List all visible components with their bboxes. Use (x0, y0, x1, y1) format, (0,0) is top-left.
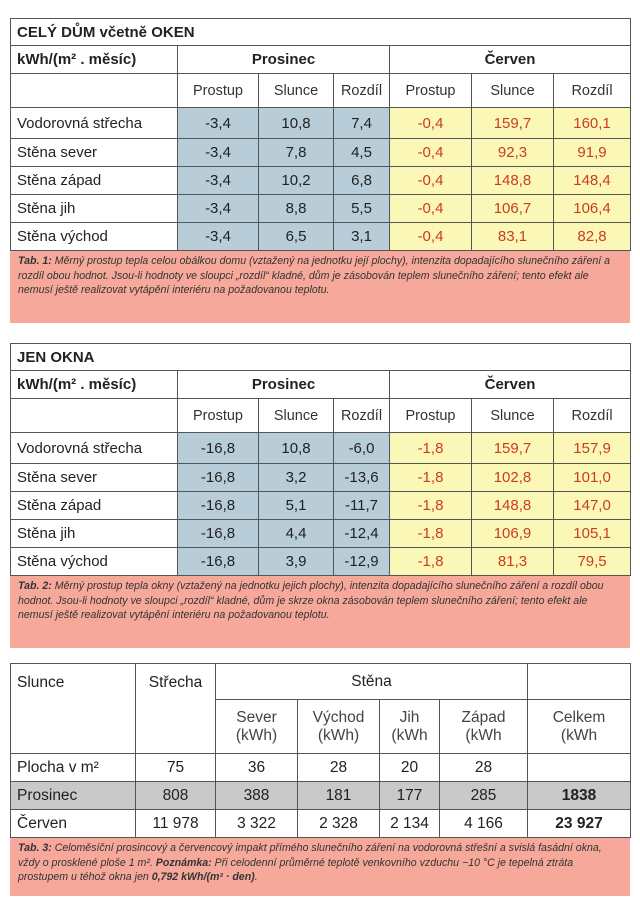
cell: 10,2 (259, 167, 334, 195)
cell: -16,8 (178, 433, 259, 464)
cell: -3,4 (178, 108, 259, 139)
cell: 101,0 (554, 464, 631, 492)
cell: 7,8 (259, 139, 334, 167)
table1-subheader: Rozdíl (334, 74, 390, 108)
table-row (11, 520, 631, 548)
table-row (11, 782, 631, 810)
cell: 82,8 (554, 223, 631, 251)
row-label: Vodorovná střecha (11, 108, 178, 139)
table1-unit-label: kWh/(m² . měsíc) (11, 46, 178, 74)
table-windows-only (10, 343, 631, 576)
header-celkem-spacer (528, 664, 631, 700)
row-label: Stěna jih (11, 520, 178, 548)
header-sever: Sever (kWh) (216, 700, 298, 754)
cell: -16,8 (178, 520, 259, 548)
table2-subheader: Rozdíl (334, 399, 390, 433)
table-row (11, 464, 631, 492)
table2-subheader: Slunce (472, 399, 554, 433)
cell: 388 (216, 782, 298, 810)
header-slunce: Slunce (11, 664, 136, 754)
caption-lead: Tab. 3: (18, 842, 52, 854)
table-row (11, 492, 631, 520)
table2-subheader: Prostup (390, 399, 472, 433)
table-row (11, 108, 631, 139)
table2-caption (10, 576, 630, 648)
cell: 148,4 (554, 167, 631, 195)
cell: 79,5 (554, 548, 631, 576)
cell: 177 (380, 782, 440, 810)
table1-subheader-spacer (11, 74, 178, 108)
row-label: Stěna západ (11, 492, 178, 520)
cell: 285 (440, 782, 528, 810)
header-strecha: Střecha (136, 664, 216, 754)
table1-group-december: Prosinec (178, 46, 390, 74)
cell: 2 328 (298, 810, 380, 838)
cell: 10,8 (259, 433, 334, 464)
cell: 3,1 (334, 223, 390, 251)
cell: 159,7 (472, 433, 554, 464)
cell: 105,1 (554, 520, 631, 548)
cell: 36 (216, 754, 298, 782)
table2-subheader: Prostup (178, 399, 259, 433)
cell: -3,4 (178, 167, 259, 195)
table2-group-june: Červen (390, 371, 631, 399)
cell: -3,4 (178, 139, 259, 167)
header-celkem: Celkem (kWh (528, 700, 631, 754)
table-whole-house (10, 18, 631, 251)
cell: -11,7 (334, 492, 390, 520)
cell: 2 134 (380, 810, 440, 838)
table-row (11, 548, 631, 576)
table1-title: CELÝ DŮM včetně OKEN (11, 19, 631, 46)
caption-value: 0,792 kWh/(m² · den) (151, 871, 255, 883)
caption-end: . (254, 871, 258, 883)
cell: 81,3 (472, 548, 554, 576)
table1-subheader: Prostup (178, 74, 259, 108)
row-label: Stěna jih (11, 195, 178, 223)
cell: 106,9 (472, 520, 554, 548)
cell: 7,4 (334, 108, 390, 139)
table-row (11, 223, 631, 251)
cell: 92,3 (472, 139, 554, 167)
cell: 11 978 (136, 810, 216, 838)
table-row (11, 810, 631, 838)
header-stena: Stěna (216, 664, 528, 700)
cell: -0,4 (390, 108, 472, 139)
cell: -13,6 (334, 464, 390, 492)
table3-caption (10, 838, 630, 896)
row-label: Plocha v m² (11, 754, 136, 782)
cell: 4,5 (334, 139, 390, 167)
table1-subheader: Rozdíl (554, 74, 631, 108)
row-label: Stěna sever (11, 139, 178, 167)
cell: -1,8 (390, 548, 472, 576)
cell-total: 23 927 (528, 810, 631, 838)
cell: 3 322 (216, 810, 298, 838)
row-label: Prosinec (11, 782, 136, 810)
caption-text: Celoměsíční prosincový a červencový impakt přímého slunečního záření na vodorovná střešní a svislá fasádní okna, vždy o prosklené ploše 1 m². (18, 842, 602, 869)
table2-title: JEN OKNA (11, 344, 631, 371)
cell: -0,4 (390, 223, 472, 251)
cell: -1,8 (390, 492, 472, 520)
cell: -1,8 (390, 464, 472, 492)
cell: 102,8 (472, 464, 554, 492)
table-row (11, 195, 631, 223)
table1-group-june: Červen (390, 46, 631, 74)
table-row (11, 167, 631, 195)
cell: -16,8 (178, 548, 259, 576)
cell: 148,8 (472, 492, 554, 520)
cell: 808 (136, 782, 216, 810)
cell: 6,8 (334, 167, 390, 195)
cell: 181 (298, 782, 380, 810)
caption-text: Při celodenní průměrné teplotě venkovního vzduchu −10 °C je tepelná ztráta prostupem u téhož okna jen (18, 856, 574, 883)
cell: -3,4 (178, 223, 259, 251)
cell: -0,4 (390, 167, 472, 195)
cell: 28 (440, 754, 528, 782)
cell-total (528, 754, 631, 782)
cell: 20 (380, 754, 440, 782)
caption-lead: Tab. 1: (18, 255, 52, 267)
header-zapad: Západ (kWh (440, 700, 528, 754)
cell: 91,9 (554, 139, 631, 167)
caption-text: Měrný prostup tepla okny (vztažený na jednotku jejich plochy), intenzita dopadajícího slunečního záření a rozdíl obou hodnot. Jsou-li hodnoty ve sloupci „rozdíl“ kladné, dům je skrze okna zásobován teplem slunečního záření; tento efekt ale nemusí ještě realizovat vytápění interiéru na požadovanou teplotu. (18, 580, 604, 621)
cell: 157,9 (554, 433, 631, 464)
header-vychod: Východ (kWh) (298, 700, 380, 754)
cell: 147,0 (554, 492, 631, 520)
cell: 75 (136, 754, 216, 782)
table2-subheader: Rozdíl (554, 399, 631, 433)
row-label: Stěna východ (11, 223, 178, 251)
table2-subheader: Slunce (259, 399, 334, 433)
table1-subheader: Slunce (259, 74, 334, 108)
cell: 5,1 (259, 492, 334, 520)
cell: -0,4 (390, 195, 472, 223)
header-jih: Jih (kWh (380, 700, 440, 754)
row-label: Červen (11, 810, 136, 838)
table2-subheader-spacer (11, 399, 178, 433)
cell: 160,1 (554, 108, 631, 139)
cell: 6,5 (259, 223, 334, 251)
cell: 10,8 (259, 108, 334, 139)
cell: 148,8 (472, 167, 554, 195)
caption-text: Měrný prostup tepla celou obálkou domu (vztažený na jednotku její plochy), intenzita dopadajícího slunečního záření a rozdíl obou hodnot. Jsou-li hodnoty ve sloupci „rozdíl“ kladné, dům je zásobován teplem slunečního záření; tento efekt ale nemusí ještě realizovat vytápění interiéru na požadovanou teplotu. (18, 255, 611, 296)
row-label: Vodorovná střecha (11, 433, 178, 464)
table-row (11, 139, 631, 167)
cell: 5,5 (334, 195, 390, 223)
table-row (11, 433, 631, 464)
cell: -0,4 (390, 139, 472, 167)
cell: -12,9 (334, 548, 390, 576)
cell: 3,9 (259, 548, 334, 576)
cell: 159,7 (472, 108, 554, 139)
table1-caption (10, 251, 630, 323)
cell: 4,4 (259, 520, 334, 548)
table-solar-impact (10, 663, 631, 838)
cell: -3,4 (178, 195, 259, 223)
cell: -1,8 (390, 520, 472, 548)
cell: -16,8 (178, 492, 259, 520)
row-label: Stěna západ (11, 167, 178, 195)
table2-group-december: Prosinec (178, 371, 390, 399)
cell: 4 166 (440, 810, 528, 838)
table-row (11, 754, 631, 782)
cell: 8,8 (259, 195, 334, 223)
cell: 106,4 (554, 195, 631, 223)
row-label: Stěna sever (11, 464, 178, 492)
table1-subheader: Prostup (390, 74, 472, 108)
cell: 106,7 (472, 195, 554, 223)
cell: -1,8 (390, 433, 472, 464)
cell: -6,0 (334, 433, 390, 464)
cell-total: 1838 (528, 782, 631, 810)
cell: 3,2 (259, 464, 334, 492)
caption-note: Poznámka: (155, 856, 212, 869)
table2-unit-label: kWh/(m² . měsíc) (11, 371, 178, 399)
cell: 83,1 (472, 223, 554, 251)
table1-subheader: Slunce (472, 74, 554, 108)
row-label: Stěna východ (11, 548, 178, 576)
cell: -12,4 (334, 520, 390, 548)
cell: 28 (298, 754, 380, 782)
cell: -16,8 (178, 464, 259, 492)
caption-lead: Tab. 2: (18, 580, 52, 592)
